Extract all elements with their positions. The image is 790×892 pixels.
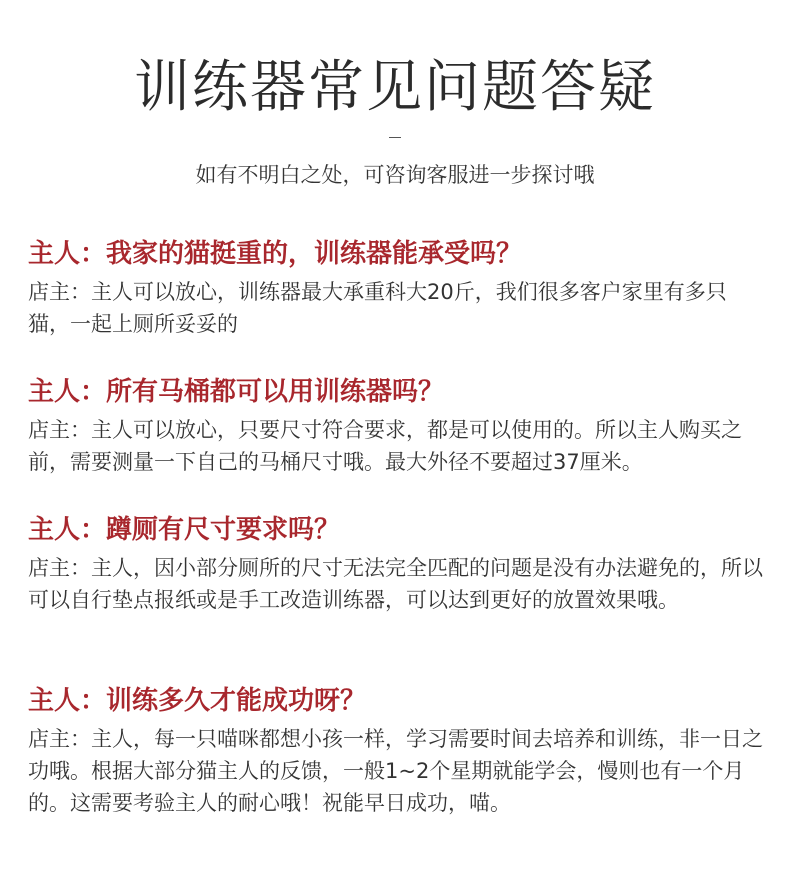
faq-answer: 店主：主人，因小部分厕所的尺寸无法完全匹配的问题是没有办法避免的，所以可以自行垫点报纸或是手工改造训练器，可以达到更好的放置效果哦。: [28, 556, 763, 612]
faq-item: [28, 374, 768, 478]
faq-question: 主人：训练多久才能成功呀？: [28, 686, 367, 716]
page-subtitle: 如有不明白之处，可咨询客服进一步探讨哦: [195, 163, 595, 187]
title-divider: [389, 137, 401, 138]
faq-item: [28, 236, 768, 340]
faq-answer: 店主：主人可以放心，只要尺寸符合要求，都是可以使用的。所以主人购买之前，需要测量一下自己的马桶尺寸哦。最大外径不要超过37厘米。: [28, 418, 742, 474]
page-title: 训练器常见问题答疑: [134, 55, 656, 120]
faq-item: [28, 512, 768, 616]
faq-question: 主人：所有马桶都可以用训练器吗？: [28, 377, 445, 407]
faq-question: 主人：蹲厕有尺寸要求吗？: [28, 515, 341, 545]
faq-item: [28, 683, 768, 819]
faq-answer: 店主：主人，每一只喵咪都想小孩一样，学习需要时间去培养和训练，非一日之功哦。根据大部分猫主人的反馈，一般1~2个星期就能学会，慢则也有一个月的。这需要考验主人的耐心哦！祝能早日成功，喵。: [28, 727, 763, 815]
faq-question: 主人：我家的猫挺重的，训练器能承受吗？: [28, 239, 523, 269]
faq-answer: 店主：主人可以放心，训练器最大承重科大20斤，我们很多客户家里有多只猫，一起上厕所妥妥的: [28, 280, 727, 336]
